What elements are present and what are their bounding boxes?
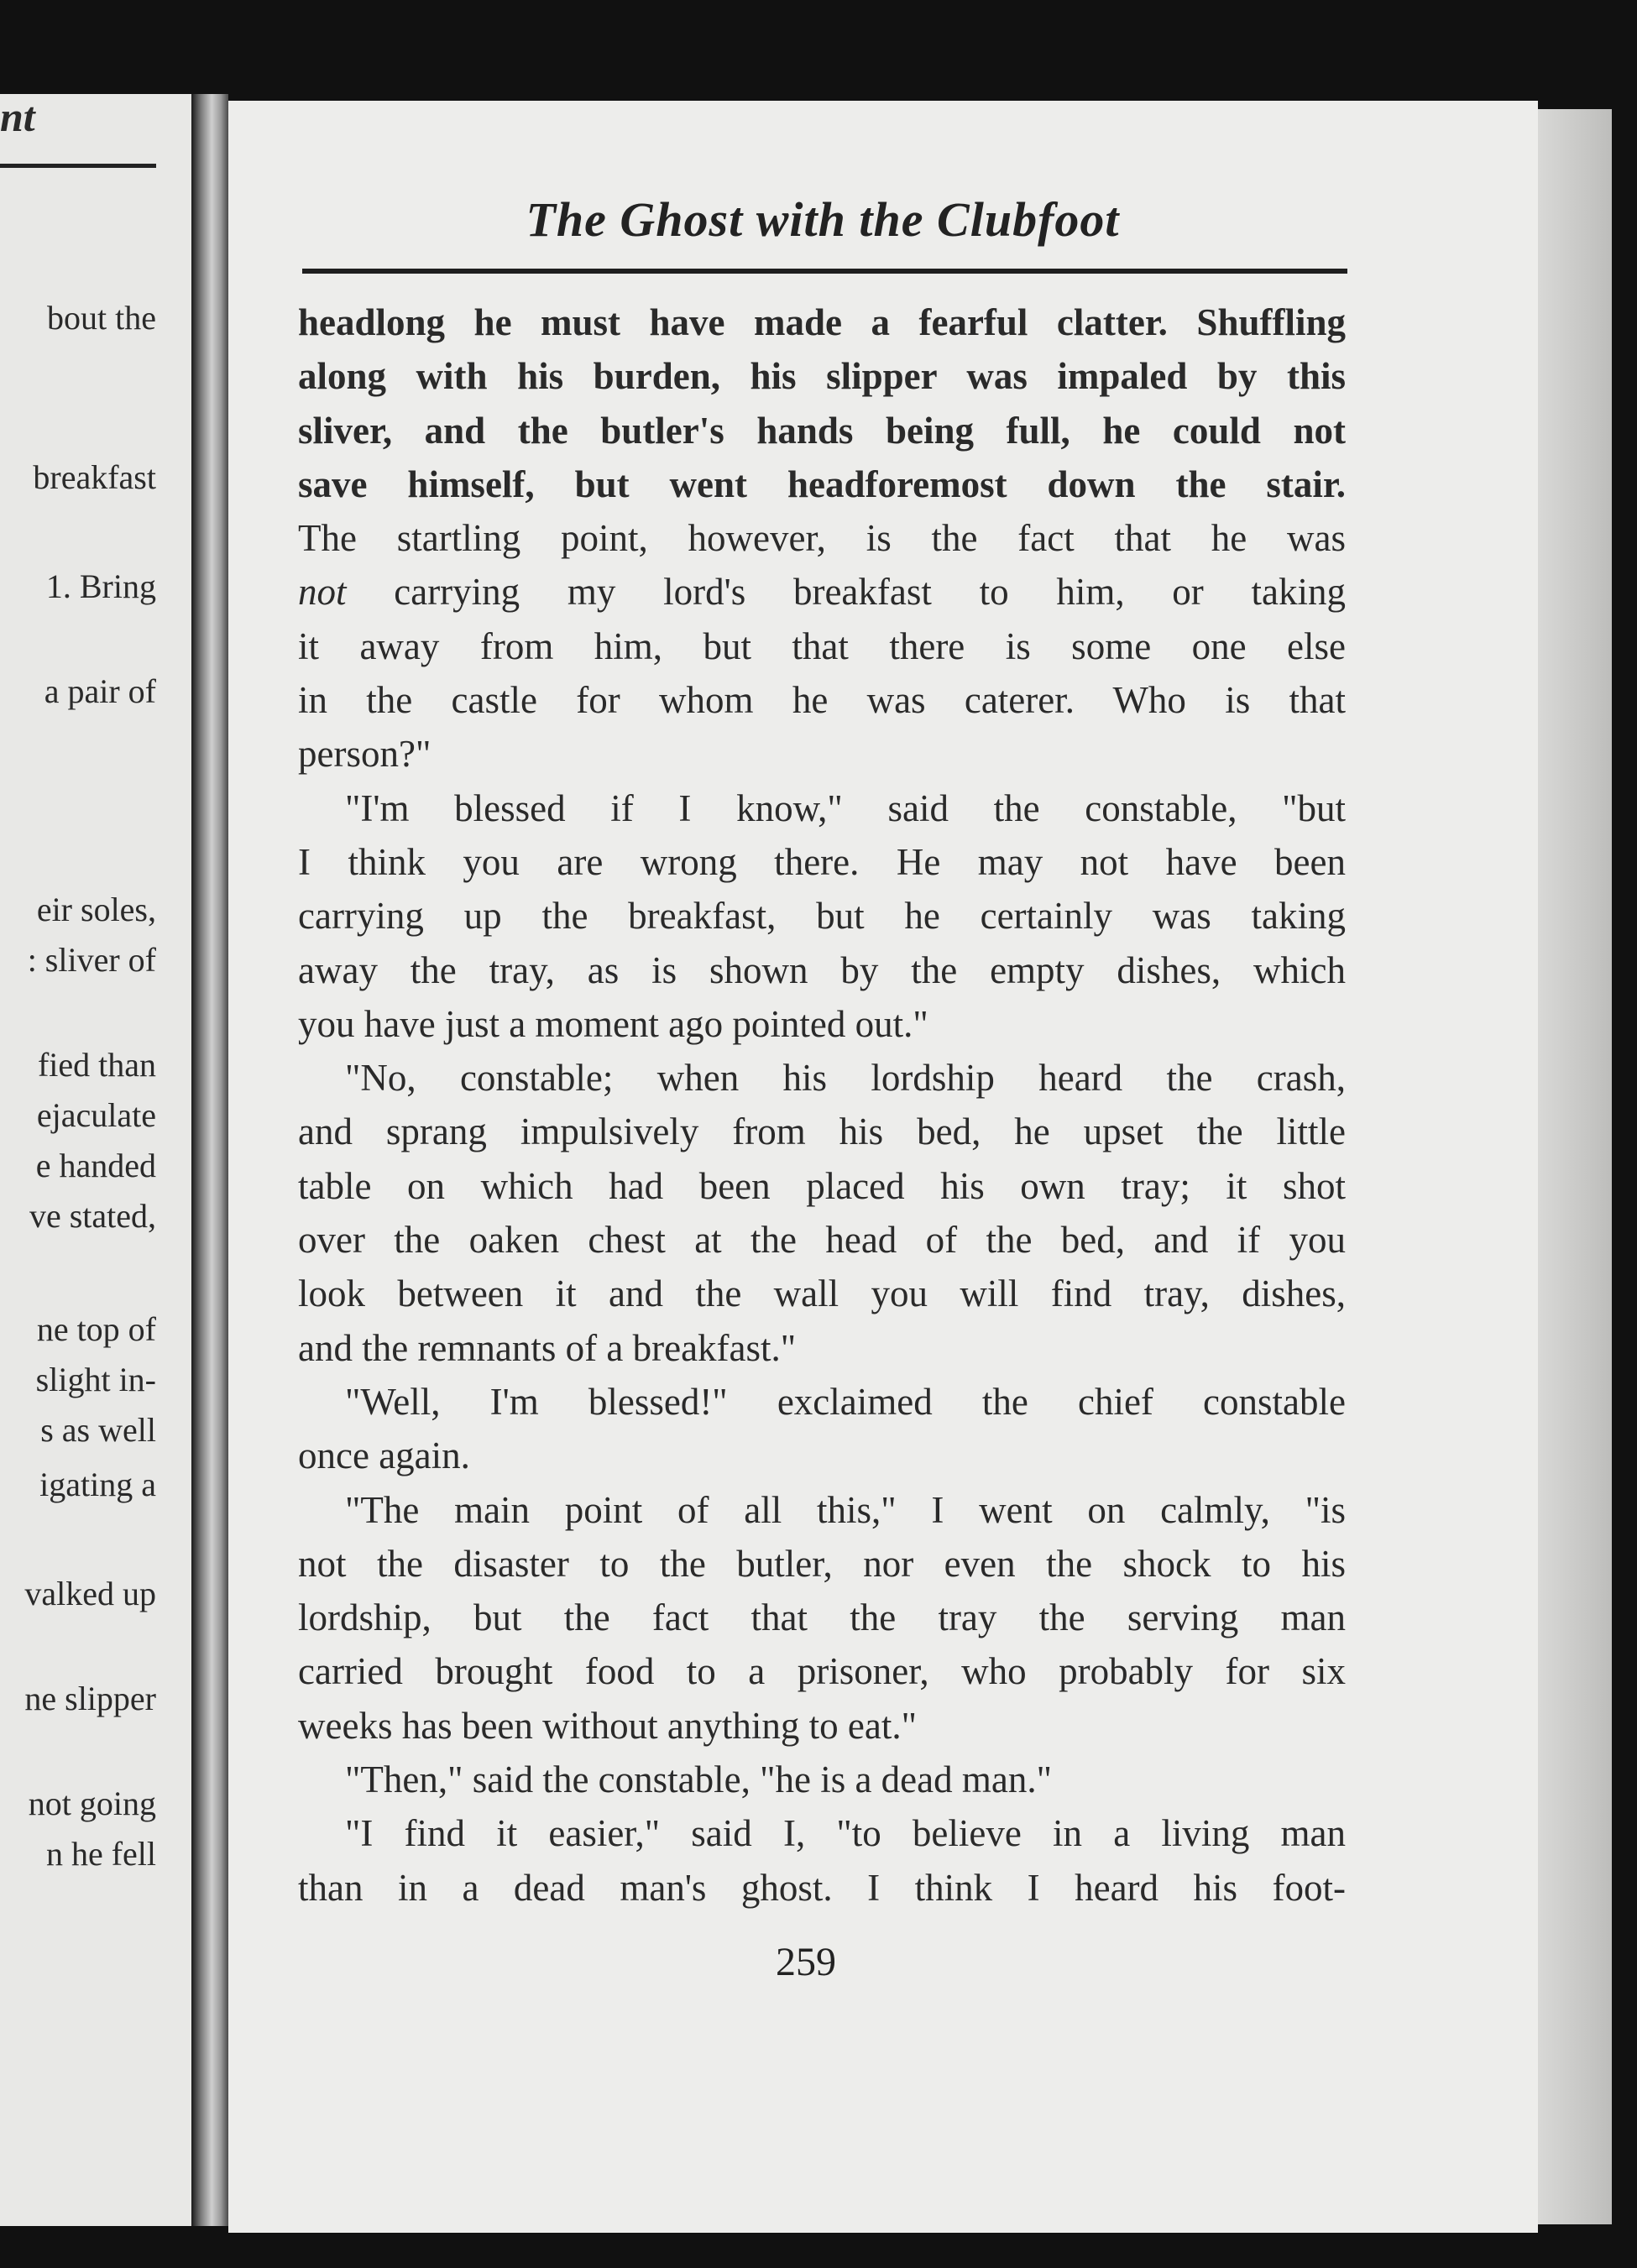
text-line: carried brought food to a prisoner, who probably for six xyxy=(298,1650,1346,1693)
previous-page-text-line: a pair of xyxy=(44,672,156,710)
emphasis: not xyxy=(298,571,347,614)
running-head-rule xyxy=(302,269,1347,274)
text-line: you have just a moment ago pointed out." xyxy=(298,1002,928,1045)
text-line: over the oaken chest at the head of the bed, and if you xyxy=(298,1219,1346,1262)
text-line: lordship, but the fact that the tray the serving man xyxy=(298,1596,1346,1639)
previous-page-text-line: s as well xyxy=(40,1411,156,1449)
text-line: "I find it easier," said I, "to believe in a living man xyxy=(345,1812,1346,1855)
previous-page-text-line: n he fell xyxy=(45,1835,156,1873)
previous-page-text-line: ne slipper xyxy=(24,1680,156,1717)
text-line: look between it and the wall you will find tray, dishes, xyxy=(298,1272,1346,1315)
text-line: The startling point, however, is the fact that he was xyxy=(298,517,1346,560)
text-line: "Well, I'm blessed!" exclaimed the chief constable xyxy=(345,1380,1346,1423)
text-line: away the tray, as is shown by the empty dishes, which xyxy=(298,948,1346,991)
text-line: it away from him, but that there is some one else xyxy=(298,624,1346,667)
text-line: not carrying my lord's breakfast to him, or taking xyxy=(298,571,1346,614)
text-line: sliver, and the butler's hands being full, he could not xyxy=(298,409,1346,452)
text-line: "The main point of all this," I went on calmly, "is xyxy=(345,1488,1346,1531)
text-line: "I'm blessed if I know," said the constable, "but xyxy=(345,786,1346,829)
previous-page-text-line: ne top of xyxy=(36,1310,156,1348)
text-line: I think you are wrong there. He may not have been xyxy=(298,840,1346,883)
previous-page-text-line: e handed xyxy=(35,1147,156,1184)
text-line: person?" xyxy=(298,733,431,776)
text-line: "Then," said the constable, "he is a dead man." xyxy=(345,1758,1052,1801)
previous-page-text-line: fied than xyxy=(37,1046,156,1084)
previous-page-text-line: not going xyxy=(28,1785,156,1822)
text-line: weeks has been without anything to eat." xyxy=(298,1704,917,1747)
previous-page-text-line: eir soles, xyxy=(36,891,156,928)
previous-page-text-line: breakfast xyxy=(33,458,156,496)
text-line: save himself, but went headforemost down the stair. xyxy=(298,462,1346,505)
previous-page-text-line: bout the xyxy=(47,299,156,337)
text-line: and the remnants of a breakfast." xyxy=(298,1326,797,1369)
body-text xyxy=(298,295,1346,1915)
text-line: than in a dead man's ghost. I think I heard his foot- xyxy=(298,1866,1346,1909)
previous-page-text-line: ve stated, xyxy=(29,1197,156,1235)
previous-page-text-line: valked up xyxy=(24,1575,156,1612)
text-line: "No, constable; when his lordship heard the crash, xyxy=(345,1057,1346,1100)
book-gutter xyxy=(191,94,228,2226)
previous-page-text-line: : sliver of xyxy=(27,941,156,979)
text-line: not the disaster to the butler, nor even the shock to his xyxy=(298,1542,1346,1585)
running-head: The Ghost with the Clubfoot xyxy=(526,192,1120,247)
text-line: and sprang impulsively from his bed, he upset the little xyxy=(298,1110,1346,1153)
previous-page-text-line: igating a xyxy=(39,1466,156,1503)
text-line: along with his burden, his slipper was impaled by this xyxy=(298,355,1346,398)
previous-page-running-head: nt xyxy=(0,93,35,140)
text-line: carrying up the breakfast, but he certainly was taking xyxy=(298,895,1346,938)
page-number: 259 xyxy=(776,1940,836,1984)
text-line: in the castle for whom he was caterer. Who is that xyxy=(298,679,1346,722)
text-line: table on which had been placed his own tray; it shot xyxy=(298,1164,1346,1207)
text-line: headlong he must have made a fearful clatter. Shuffling xyxy=(298,301,1346,343)
text-line: once again. xyxy=(298,1434,470,1477)
previous-page-text-line: 1. Bring xyxy=(45,567,156,605)
previous-page-text-line: ejaculate xyxy=(36,1096,156,1134)
previous-page-head-rule xyxy=(0,164,156,168)
previous-page-text-line: slight in- xyxy=(35,1361,156,1398)
